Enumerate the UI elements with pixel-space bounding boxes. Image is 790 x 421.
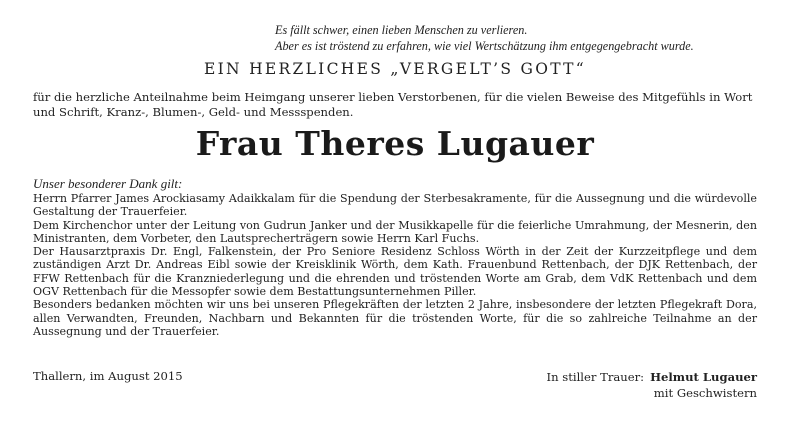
thanks-paragraph-choir: Dem Kirchenchor unter der Leitung von Gudrun Janker und der Musikkapelle für die feierliche Umrahmung, der Mesnerin, den Ministranten, dem Vorbeter, den Lautsprecherträgern sowie Herrn Karl Fuchs. xyxy=(33,218,757,245)
thanks-body xyxy=(33,192,757,338)
mourner-name: Helmut Lugauer xyxy=(650,370,757,384)
deceased-name: Frau Theres Lugauer xyxy=(195,124,595,163)
opening-quote xyxy=(275,23,694,54)
quote-line-1: Es fällt schwer, einen lieben Menschen zu verlieren. xyxy=(275,23,528,37)
mourner-signature xyxy=(547,369,757,401)
quote-line-2: Aber es ist tröstend zu erfahren, wie viel Wertschätzung ihm entgegengebracht wurde. xyxy=(275,38,694,53)
intro-text: für die herzliche Anteilnahme beim Heimgang unserer lieben Verstorbenen, für die vielen Beweise des Mitgefühls in Wort und Schrift, Kranz-, Blumen-, Geld- und Messspenden. xyxy=(33,90,753,119)
special-thanks-label: Unser besonderer Dank gilt: xyxy=(33,176,183,191)
thanks-paragraph-priest: Herrn Pfarrer James Arockiasamy Adaikkalam für die Spendung der Sterbesakramente, für die Aussegnung und die würdevolle Gestaltung der Trauerfeier. xyxy=(33,192,757,219)
place-and-date: Thallern, im August 2015 xyxy=(33,369,183,383)
thanks-paragraph-caregivers: Besonders bedanken möchten wir uns bei unseren Pflegekräften der letzten 2 Jahre, insbesondere der letzten Pflegekraft Dora, allen Verwandten, Freunden, Nachbarn und Bekannten für die tröstenden Worte, für die so zahlreiche Teilnahme an der Aussegnung und der Trauerfeier. xyxy=(33,298,757,338)
mourner-with: mit Geschwistern xyxy=(653,386,757,400)
mourning-lead: In stiller Trauer: xyxy=(546,370,645,384)
thanks-heading: EIN HERZLICHES „VERGELT’S GOTT“ xyxy=(203,60,587,78)
thanks-paragraph-doctors: Der Hausarztpraxis Dr. Engl, Falkenstein, der Pro Seniore Residenz Schloss Wörth in der Zeit der Kurzzeitpflege und dem zuständigen Arzt Dr. Andreas Eibl sowie der Kreisklinik Wörth, dem Kath. Frauenbund Rettenbach, der DJK Rettenbach, der FFW Rettenbach für die Kranzniederlegung und die ehrenden und tröstenden Worte am Grab, dem VdK Rettenbach und dem OGV Rettenbach für die Messopfer sowie dem Bestattungsunternehmen Piller. xyxy=(33,245,757,299)
